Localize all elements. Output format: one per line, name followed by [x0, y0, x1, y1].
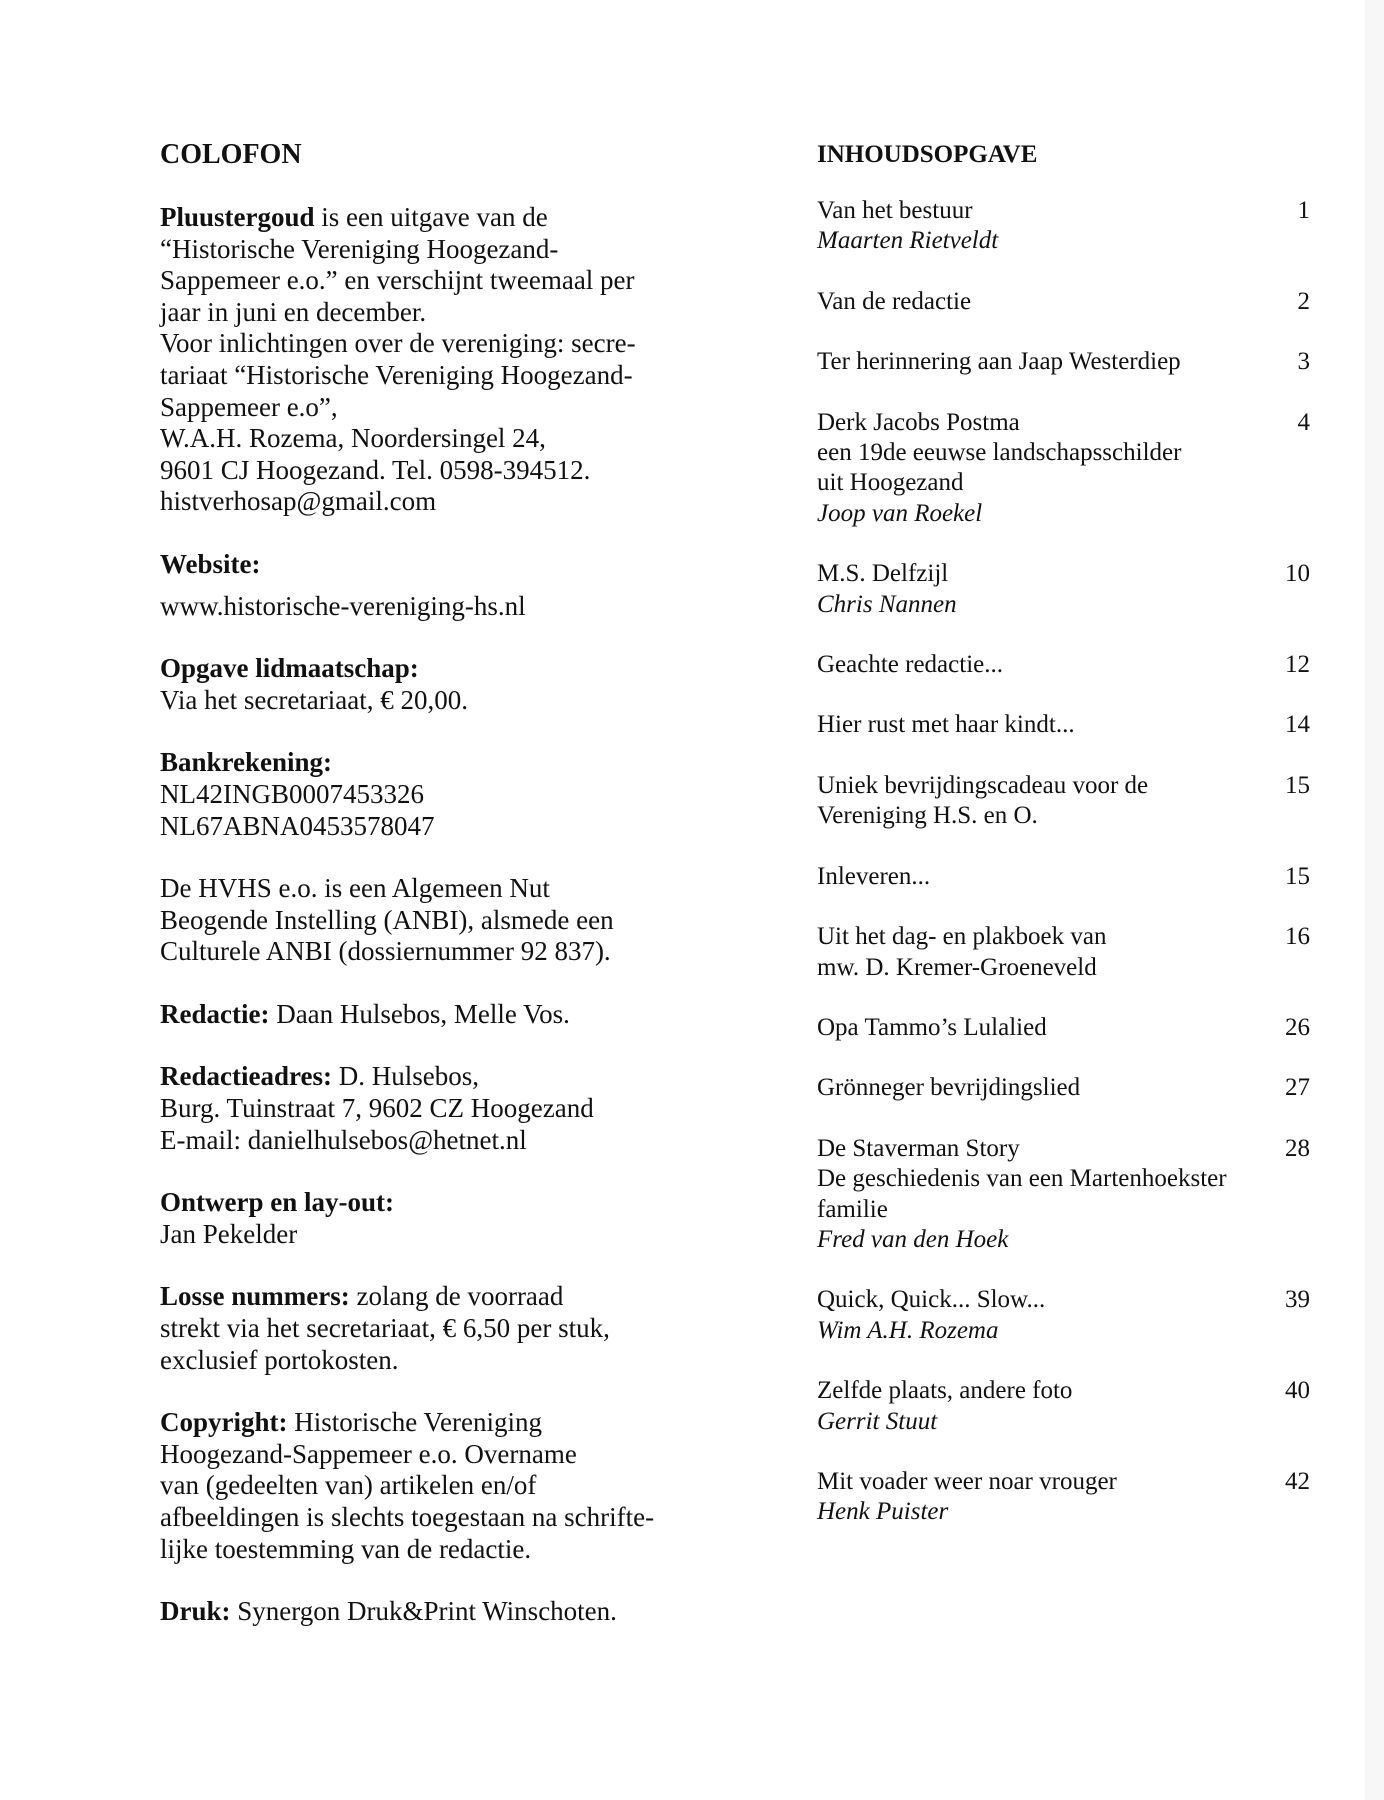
toc-entry-title: familie [817, 1195, 888, 1223]
toc-entry-text [817, 1073, 1257, 1103]
toc-entry-author: Fred van den Hoek [817, 1225, 1009, 1253]
toc-entry [817, 196, 1310, 257]
editors-label: Redactie: [160, 998, 270, 1029]
toc-entry-text [817, 559, 1257, 620]
toc-entry [817, 287, 1310, 317]
bank-account: NL42INGB0007453326 [160, 778, 424, 809]
toc-entry-page: 4 [1297, 408, 1310, 436]
toc-entry-title: mw. D. Kremer-Groeneveld [817, 953, 1097, 981]
bank-account: NL67ABNA0453578047 [160, 810, 435, 841]
toc-entry-text [817, 287, 1257, 317]
editor-address-line: D. Hulsebos, [331, 1061, 479, 1092]
toc-entry-title: een 19de eeuwse landschapsschilder [817, 439, 1182, 467]
colofon-intro [160, 202, 720, 518]
toc-entry-page: 16 [1285, 923, 1310, 951]
toc-entry-author: Joop van Roekel [817, 499, 983, 527]
intro-line: Voor inlichtingen over de vereniging: secre- [160, 328, 636, 359]
toc-entry-title: M.S. Delfzijl [817, 560, 949, 588]
single-issues-line: exclusief portokosten. [160, 1344, 399, 1375]
toc-entry-text [817, 771, 1257, 832]
colofon-heading: COLOFON [160, 139, 302, 170]
toc-list [817, 196, 1310, 1528]
copyright-line: van (gedeelten van) artikelen en/of [160, 1470, 537, 1501]
copyright-line: Historische Vereniging [287, 1407, 542, 1438]
single-issues-section [160, 1281, 720, 1376]
toc-entry-title: Mit voader weer noar vrouger [817, 1467, 1117, 1495]
editors-section [160, 999, 720, 1031]
toc-entry-page: 12 [1285, 651, 1310, 679]
toc-entry-title: Ter herinnering aan Jaap Westerdiep [817, 348, 1181, 376]
toc-entry-text [817, 1376, 1257, 1437]
toc-entry-text [817, 1285, 1257, 1346]
toc-entry [817, 922, 1310, 983]
anbi-line: Culturele ANBI (dossiernummer 92 837). [160, 936, 611, 967]
design-value: Jan Pekelder [160, 1218, 298, 1249]
toc-entry-page: 15 [1285, 862, 1310, 890]
toc-entry-page: 1 [1297, 197, 1310, 224]
toc-entry [817, 1134, 1310, 1256]
toc-entry-text [817, 922, 1257, 983]
design-label: Ontwerp en lay-out: [160, 1187, 394, 1218]
toc-entry-title: Derk Jacobs Postma [817, 408, 1020, 436]
toc-entry [817, 1285, 1310, 1346]
bank-section [160, 747, 720, 842]
intro-line: Sappemeer e.o.” en verschijnt tweemaal per [160, 265, 635, 296]
intro-line: 9601 CJ Hoogezand. Tel. 0598-394512. [160, 454, 591, 485]
toc-entry-title: Uniek bevrijdingscadeau voor de [817, 771, 1149, 799]
toc-entry-title: Geachte redactie... [817, 651, 1003, 679]
toc-entry-text [817, 1467, 1257, 1528]
toc-entry-title: uit Hoogezand [817, 469, 964, 497]
print-value: Synergon Druk&Print Winschoten. [230, 1596, 617, 1627]
toc-entry [817, 1073, 1310, 1103]
toc-entry [817, 650, 1310, 680]
copyright-line: Hoogezand-Sappemeer e.o. Overname [160, 1438, 577, 1469]
editor-address-label: Redactieadres: [160, 1061, 332, 1092]
contact-email: histverhosap@gmail.com [160, 486, 437, 517]
toc-entry-author: Chris Nannen [817, 590, 957, 618]
publication-name: Pluustergoud [160, 202, 315, 232]
toc-entry-page: 42 [1285, 1467, 1310, 1495]
toc-entry-title: De Staverman Story [817, 1134, 1020, 1162]
toc-entry-page: 28 [1285, 1134, 1310, 1162]
editor-email: E-mail: danielhulsebos@hetnet.nl [160, 1124, 527, 1155]
print-label: Druk: [160, 1596, 231, 1627]
editors-value: Daan Hulsebos, Melle Vos. [269, 998, 570, 1029]
toc-heading: INHOUDSOPGAVE [817, 141, 1038, 168]
single-issues-line: strekt via het secretariaat, € 6,50 per stuk, [160, 1313, 610, 1344]
bank-label: Bankrekening: [160, 747, 333, 778]
intro-line: jaar in juni en december. [160, 296, 427, 327]
toc-entry-title: Hier rust met haar kindt... [817, 711, 1075, 739]
copyright-label: Copyright: [160, 1407, 288, 1438]
toc-entry-text [817, 1013, 1257, 1043]
toc-entry-title: Vereniging H.S. en O. [817, 802, 1038, 830]
intro-line: Sappemeer e.o”, [160, 391, 338, 422]
toc-entry-title: Inleveren... [817, 862, 931, 890]
toc-entry-title: De geschiedenis van een Martenhoekster [817, 1165, 1227, 1193]
toc-entry-page: 15 [1285, 771, 1310, 799]
website-section [160, 549, 720, 622]
toc-entry [817, 1376, 1310, 1437]
intro-line: W.A.H. Rozema, Noordersingel 24, [160, 423, 546, 454]
website-label: Website: [160, 548, 261, 579]
toc-entry [817, 1013, 1310, 1043]
toc-entry-text [817, 196, 1257, 257]
toc-entry-text [817, 862, 1257, 892]
single-issues-label: Losse nummers: [160, 1281, 350, 1312]
toc-entry-author: Gerrit Stuut [817, 1407, 938, 1435]
toc-entry-title: Van het bestuur [817, 197, 973, 224]
anbi-line: Beogende Instelling (ANBI), alsmede een [160, 904, 614, 935]
toc-entry [817, 559, 1310, 620]
single-issues-line: zolang de voorraad [349, 1281, 564, 1312]
toc-entry-page: 10 [1285, 560, 1310, 588]
anbi-line: De HVHS e.o. is een Algemeen Nut [160, 873, 550, 904]
editor-address-section [160, 1061, 720, 1156]
intro-line: “Historische Vereniging Hoogezand- [160, 233, 559, 264]
toc-entry-text [817, 1134, 1257, 1256]
toc-entry [817, 1467, 1310, 1528]
copyright-line: lijke toestemming van de redactie. [160, 1533, 532, 1564]
copyright-line: afbeeldingen is slechts toegestaan na schrifte- [160, 1502, 655, 1532]
toc-entry-title: Grönneger bevrijdingslied [817, 1074, 1081, 1102]
toc-entry-author: Henk Puister [817, 1498, 949, 1526]
membership-value: Via het secretariaat, € 20,00. [160, 684, 468, 715]
website-url: www.historische-vereniging-hs.nl [160, 590, 526, 621]
copyright-section [160, 1407, 720, 1565]
toc-entry-page: 14 [1285, 711, 1310, 739]
toc-entry-page: 27 [1285, 1074, 1310, 1102]
toc-entry-page: 26 [1285, 1013, 1310, 1041]
toc-entry-title: Opa Tammo’s Lulalied [817, 1013, 1047, 1041]
toc-entry-page: 2 [1297, 287, 1310, 315]
toc-entry-author: Wim A.H. Rozema [817, 1316, 999, 1344]
toc-entry [817, 862, 1310, 892]
membership-label: Opgave lidmaatschap: [160, 653, 419, 684]
anbi-section [160, 873, 720, 968]
toc-entry-text [817, 408, 1257, 530]
toc-entry [817, 408, 1310, 530]
toc-entry-author: Maarten Rietveldt [817, 227, 999, 255]
toc-entry-page: 40 [1285, 1377, 1310, 1405]
toc-entry-text [817, 347, 1257, 377]
toc-entry-text [817, 710, 1257, 740]
editor-address-line: Burg. Tuinstraat 7, 9602 CZ Hoogezand [160, 1093, 594, 1124]
membership-section [160, 653, 720, 716]
toc-entry [817, 710, 1310, 740]
toc-entry [817, 347, 1310, 377]
toc-entry-page: 3 [1297, 348, 1310, 376]
toc-entry-title: Uit het dag- en plakboek van [817, 923, 1107, 951]
toc-entry-title: Quick, Quick... Slow... [817, 1286, 1046, 1314]
toc-entry [817, 771, 1310, 832]
toc-column [817, 138, 1310, 1558]
design-section [160, 1187, 720, 1250]
print-section [160, 1596, 720, 1628]
intro-line: is een uitgave van de [314, 202, 548, 232]
toc-entry-title: Van de redactie [817, 287, 972, 315]
toc-entry-title: Zelfde plaats, andere foto [817, 1377, 1073, 1405]
toc-entry-text [817, 650, 1257, 680]
intro-line: tariaat “Historische Vereniging Hoogezand- [160, 359, 633, 390]
toc-entry-page: 39 [1285, 1286, 1310, 1314]
colofon-column [160, 138, 720, 1659]
